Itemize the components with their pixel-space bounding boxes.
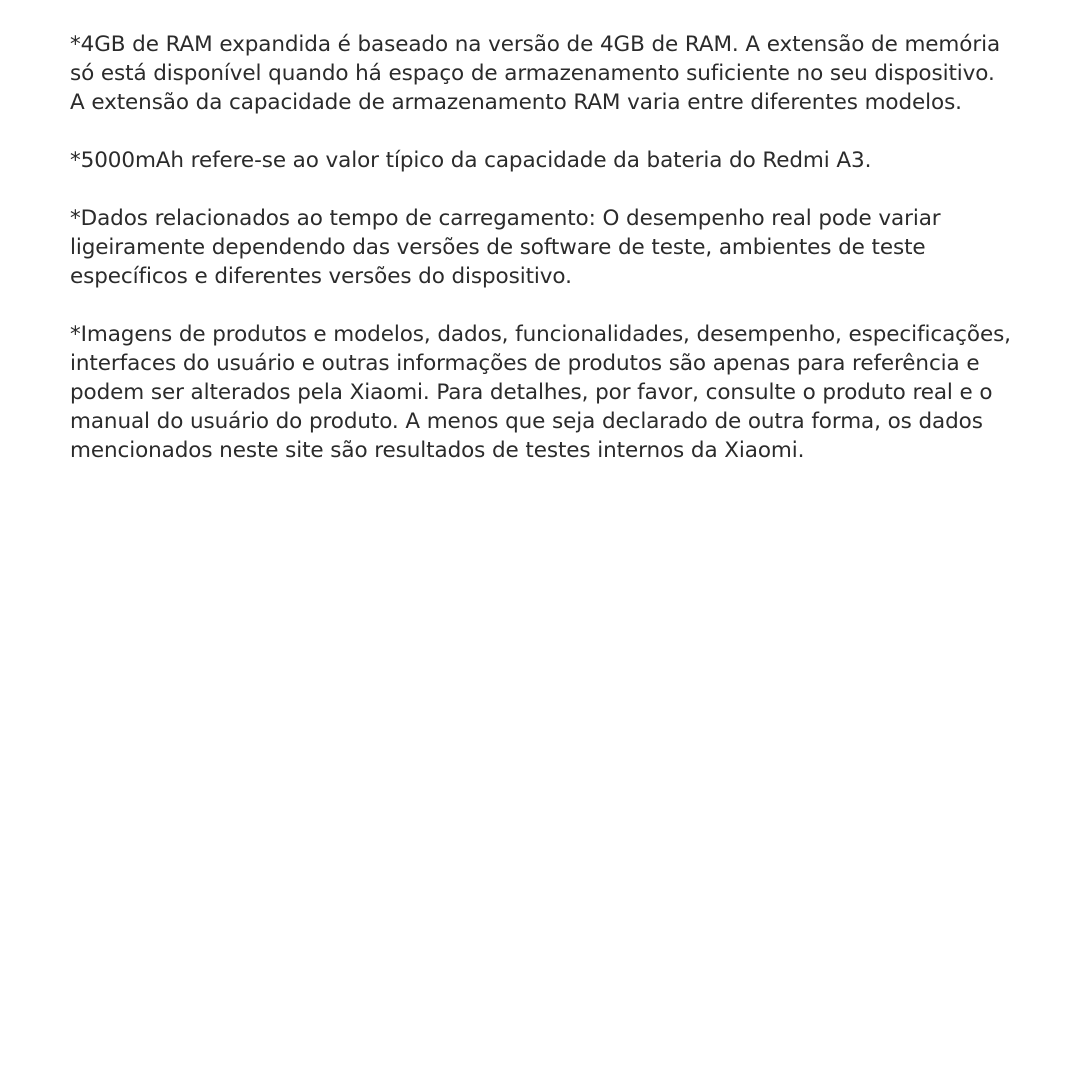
note-line: *4GB de RAM expandida é baseado na versão de 4GB de RAM. A extensão de memória: [70, 32, 1001, 57]
note-product-images: [70, 320, 1020, 465]
note-line: só está disponível quando há espaço de armazenamento suficiente no seu dispositivo.: [70, 61, 995, 86]
note-line: A extensão da capacidade de armazenamento RAM varia entre diferentes modelos.: [70, 90, 962, 115]
note-charging-time: [70, 204, 1020, 291]
note-ram-extension: [70, 30, 1020, 117]
note-line: mencionados neste site são resultados de testes internos da Xiaomi.: [70, 438, 805, 463]
note-line: interfaces do usuário e outras informações de produtos são apenas para referência e: [70, 351, 980, 376]
disclaimer-block: [70, 30, 1020, 494]
note-line: manual do usuário do produto. A menos que seja declarado de outra forma, os dados: [70, 409, 983, 434]
note-line: *5000mAh refere-se ao valor típico da capacidade da bateria do Redmi A3.: [70, 148, 872, 173]
note-line: podem ser alterados pela Xiaomi. Para detalhes, por favor, consulte o produto real e o: [70, 380, 993, 405]
note-line: *Dados relacionados ao tempo de carregamento: O desempenho real pode variar: [70, 206, 941, 231]
note-battery: [70, 146, 1020, 175]
note-line: ligeiramente dependendo das versões de software de teste, ambientes de teste: [70, 235, 926, 260]
note-line: *Imagens de produtos e modelos, dados, funcionalidades, desempenho, especificações,: [70, 322, 1011, 347]
note-line: específicos e diferentes versões do dispositivo.: [70, 264, 572, 289]
